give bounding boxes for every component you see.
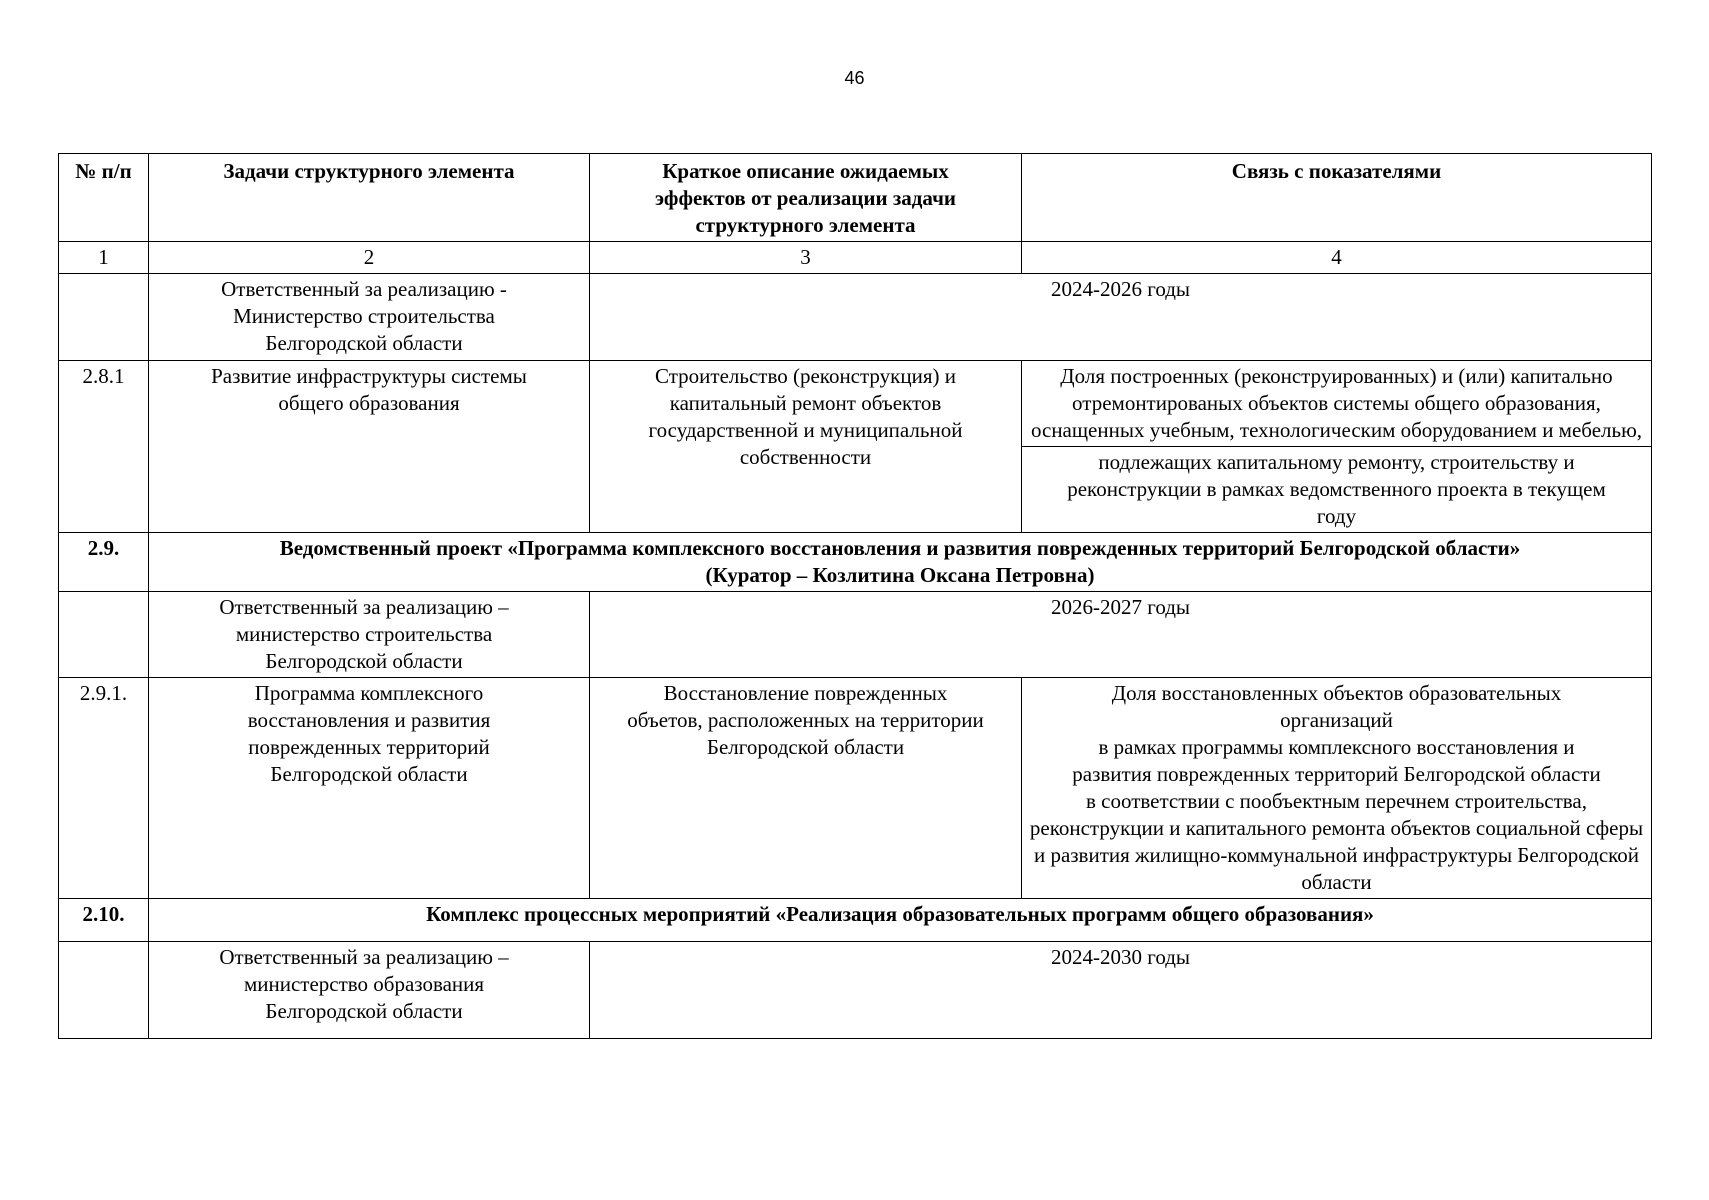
col-index-3: 3 bbox=[590, 242, 1022, 274]
period-cell: 2026-2027 годы bbox=[590, 592, 1652, 678]
page-number: 46 bbox=[844, 68, 865, 88]
responsible-row-2 bbox=[59, 592, 1652, 678]
section-title-line1: Ведомственный проект «Программа комплексного восстановления и развития поврежденных территорий Белгородской области» bbox=[279, 536, 1521, 560]
responsible-cell: Ответственный за реализацию – министерство строительства Белгородской области bbox=[149, 592, 590, 678]
effect-cell: Строительство (реконструкция) и капитальный ремонт объектов государственной и муниципальной собственности bbox=[590, 361, 1022, 533]
column-index-row bbox=[59, 242, 1652, 274]
section-row-2-10 bbox=[59, 899, 1652, 942]
header-effects: Краткое описание ожидаемых эффектов от реализации задачи структурного элемента bbox=[590, 154, 1022, 242]
empty-num-cell bbox=[59, 274, 149, 361]
indicator-cell bbox=[1022, 678, 1652, 899]
section-number: 2.10. bbox=[59, 899, 149, 942]
indicator-line1: Доля восстановленных объектов образовательных организаций bbox=[1111, 681, 1562, 732]
responsible-row-1 bbox=[59, 274, 1652, 361]
period-cell: 2024-2026 годы bbox=[590, 274, 1652, 361]
responsible-cell: Ответственный за реализацию – министерство образования Белгородской области bbox=[149, 942, 590, 1039]
section-curator: (Куратор – Козлитина Оксана Петровна) bbox=[705, 563, 1095, 587]
period-cell: 2024-2030 годы bbox=[590, 942, 1652, 1039]
task-cell: Программа комплексного восстановления и развития поврежденных территорий Белгородской области bbox=[149, 678, 590, 899]
indicator-cell-part1: Доля построенных (реконструированных) и (или) капитально отремонтированых объектов системы общего образования, оснащенных учебным, технологическим оборудованием и мебелью, bbox=[1022, 361, 1652, 447]
section-title bbox=[149, 533, 1652, 592]
col-index-1: 1 bbox=[59, 242, 149, 274]
effect-cell: Восстановление поврежденных объетов, расположенных на территории Белгородской области bbox=[590, 678, 1022, 899]
col-index-4: 4 bbox=[1022, 242, 1652, 274]
indicator-cell-part2: подлежащих капитальному ремонту, строительству и реконструкции в рамках ведомственного проекта в текущем году bbox=[1022, 447, 1652, 533]
section-number: 2.9. bbox=[59, 533, 149, 592]
structural-elements-table bbox=[58, 153, 1652, 1039]
indicator-line3: в соответствии с пообъектным перечнем строительства, реконструкции и капитального ремонта объектов социальной сферы и развития жилищно-коммунальной инфраструктуры Белгородской области bbox=[1029, 789, 1644, 894]
col-index-2: 2 bbox=[149, 242, 590, 274]
table-row-2-9-1 bbox=[59, 678, 1652, 899]
table-row-2-8-1-top bbox=[59, 361, 1652, 447]
empty-num-cell bbox=[59, 942, 149, 1039]
header-num: № п/п bbox=[59, 154, 149, 242]
header-indicators: Связь с показателями bbox=[1022, 154, 1652, 242]
indicator-line2: в рамках программы комплексного восстановления и развития поврежденных территорий Белгородской области bbox=[1072, 735, 1601, 786]
task-cell: Развитие инфраструктуры системы общего образования bbox=[149, 361, 590, 533]
empty-num-cell bbox=[59, 592, 149, 678]
responsible-cell: Ответственный за реализацию - Министерство строительства Белгородской области bbox=[149, 274, 590, 361]
responsible-row-3 bbox=[59, 942, 1652, 1039]
section-title: Комплекс процессных мероприятий «Реализация образовательных программ общего образования» bbox=[149, 899, 1652, 942]
row-number: 2.9.1. bbox=[59, 678, 149, 899]
row-number: 2.8.1 bbox=[59, 361, 149, 533]
header-row bbox=[59, 154, 1652, 242]
header-tasks: Задачи структурного элемента bbox=[149, 154, 590, 242]
section-row-2-9 bbox=[59, 533, 1652, 592]
